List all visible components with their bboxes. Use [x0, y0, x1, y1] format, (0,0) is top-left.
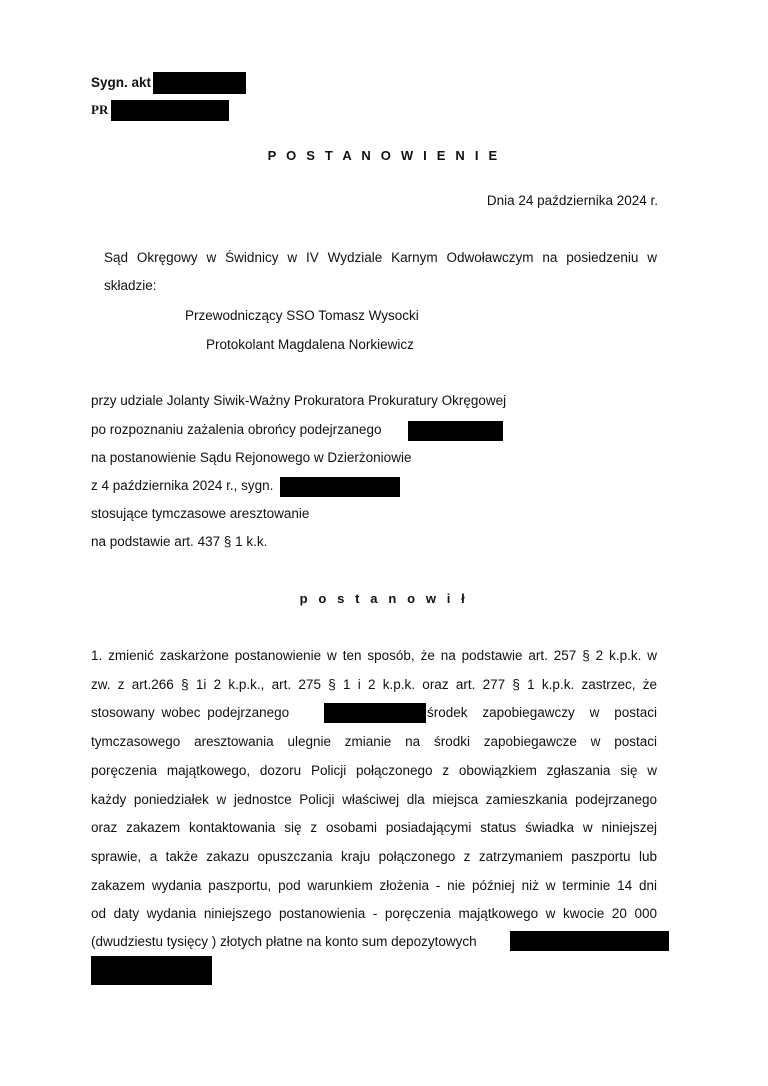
redaction-suspect-name-2 — [324, 703, 426, 723]
pr-label: PR — [91, 102, 109, 117]
ruling-line1: 1. zmienić zaskarżone postanowienie w ten sposób, że na podstawie art. 257 § 2 k.p.k. w — [91, 648, 657, 663]
redaction-case-number — [153, 72, 246, 94]
decision-heading: p o s t a n o w i ł — [299, 591, 469, 606]
proceedings-line3: na postanowienie Sądu Rejonowego w Dzierżoniowie — [91, 450, 412, 465]
redaction-deposit-account — [510, 931, 669, 951]
ruling-line3-end: środek zapobiegawczy w postaci — [427, 705, 657, 720]
proceedings-line5: stosujące tymczasowe aresztowanie — [91, 506, 310, 521]
ruling-line9: zakazem wydania paszportu, pod warunkiem złożenia - nie później niż w terminie 14 dni — [91, 878, 657, 893]
court-intro-line1: Sąd Okręgowy w Świdnicy w IV Wydziale Karnym Odwoławczym na posiedzeniu w — [104, 250, 657, 265]
proceedings-line1: przy udziale Jolanty Siwik-Ważny Prokuratora Prokuratury Okręgowej — [91, 393, 507, 408]
ruling-line6: każdy poniedziałek w jednostce Policji właściwej dla miejsca zamieszkania podejrzanego — [91, 792, 657, 807]
ruling-line2: zw. z art.266 § 1i 2 k.p.k., art. 275 § 1 i 2 k.p.k. oraz art. 277 § 1 k.p.k. zastrzec, że — [91, 677, 657, 692]
ruling-line10: od daty wydania niniejszego postanowienia - poręczenia majątkowego w kwocie 20 000 — [91, 906, 657, 921]
redaction-pr-number — [111, 100, 229, 121]
ruling-line3-start: stosowany wobec podejrzanego — [91, 705, 290, 720]
ruling-line7: oraz zakazem kontaktowania się z osobami posiadającymi status świadka w niniejszej — [91, 820, 657, 835]
redaction-lower-court-signature — [280, 477, 400, 497]
composition-chair: Przewodniczący SSO Tomasz Wysocki — [185, 308, 419, 323]
ruling-line8: sprawie, a także zakazu opuszczania kraju połączonego z zatrzymaniem paszportu lub — [91, 849, 657, 864]
court-intro-line2: składzie: — [104, 278, 157, 293]
document-date: Dnia 24 października 2024 r. — [486, 193, 658, 208]
proceedings-line2: po rozpoznaniu zażalenia obrońcy podejrzanego — [91, 422, 382, 437]
ruling-line11: (dwudziestu tysięcy ) złotych płatne na konto sum depozytowych — [91, 934, 477, 949]
proceedings-line4: z 4 października 2024 r., sygn. — [91, 478, 274, 493]
redaction-account-continuation — [91, 956, 212, 985]
proceedings-line6: na podstawie art. 437 § 1 k.k. — [91, 534, 268, 549]
ruling-line4: tymczasowego aresztowania ulegnie zmianie na środki zapobiegawcze w postaci — [91, 734, 657, 749]
case-signature-label: Sygn. akt — [91, 75, 152, 90]
redaction-suspect-name — [408, 421, 503, 441]
document-title: P O S T A N O W I E N I E — [267, 148, 501, 163]
ruling-line5: poręczenia majątkowego, dozoru Policji połączonego z obowiązkiem zgłaszania się w — [91, 763, 657, 778]
composition-clerk: Protokolant Magdalena Norkiewicz — [206, 337, 414, 352]
